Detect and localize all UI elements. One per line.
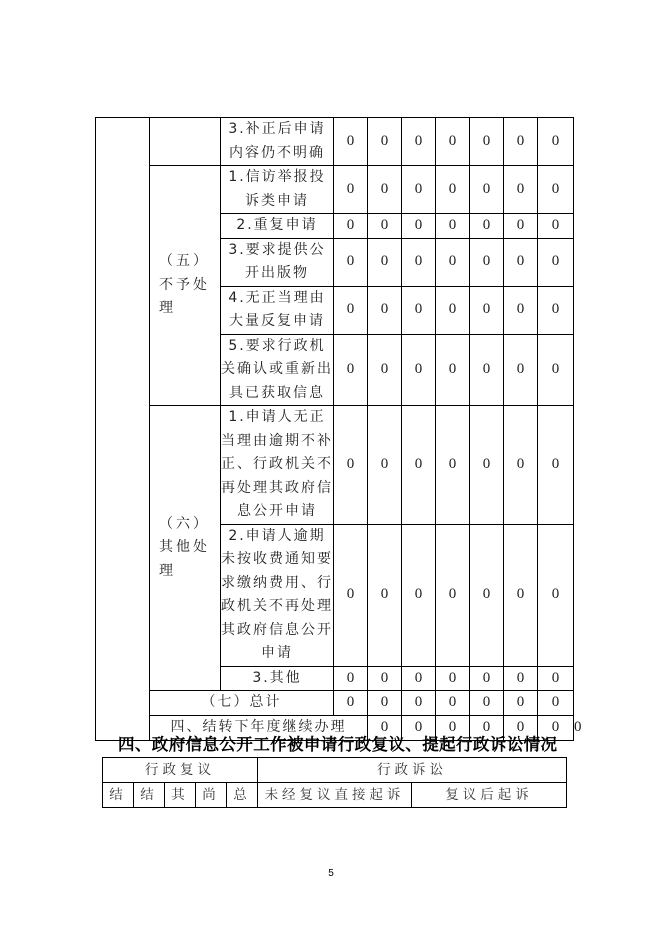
value-cell: 0 [402,118,436,166]
table-row [96,118,574,166]
value-cell: 0 [470,691,504,716]
value-cell: 0 [436,166,470,214]
outer-category-cell [96,118,150,741]
row-label: 4.无正当理由大量反复申请 [221,286,334,334]
page-number: 5 [328,868,334,879]
table-row [96,691,574,716]
value-cell: 0 [402,238,436,286]
value-cell: 0 [538,238,574,286]
value-cell: 0 [504,524,538,666]
value-cell: 0 [334,214,368,239]
value-cell: 0 [334,286,368,334]
row-label: 3.其他 [221,666,334,691]
value-cell: 0 [436,334,470,406]
value-cell: 0 [368,238,402,286]
category-label: （六）其他处理 [150,406,221,691]
review-col-header: 尚 [196,783,227,808]
value-cell: 0 [368,214,402,239]
value-cell: 0 [504,166,538,214]
value-cell: 0 [470,406,504,525]
row-label: 3.要求提供公开出版物 [221,238,334,286]
value-cell: 0 [368,524,402,666]
row-label: 1.信访举报投诉类申请 [221,166,334,214]
value-cell: 0 [538,334,574,406]
value-cell: 0 [538,715,574,740]
value-cell: 0 [470,214,504,239]
value-cell: 0 [538,166,574,214]
statistics-table [95,117,582,741]
value-cell: 0 [504,406,538,525]
value-cell: 0 [538,524,574,666]
row-label: 1.申请人无正当理由逾期不补正、行政机关不再处理其政府信息公开申请 [221,406,334,525]
section-heading: 四、政府信息公开工作被申请行政复议、提起行政诉讼情况 [118,735,558,754]
carryover-label: 四、结转下年度继续办理 [150,715,368,740]
litigation-direct-header: 未经复议直接起诉 [258,783,412,808]
value-cell: 0 [368,166,402,214]
value-cell: 0 [402,166,436,214]
value-cell: 0 [538,214,574,239]
row-label: 5.要求行政机关确认或重新出具已获取信息 [221,334,334,406]
value-cell: 0 [334,166,368,214]
value-cell: 0 [504,238,538,286]
value-cell: 0 [436,286,470,334]
value-cell: 0 [334,691,368,716]
value-cell: 0 [504,334,538,406]
review-col-header: 结 [103,783,134,808]
value-cell: 0 [402,286,436,334]
value-cell: 0 [334,334,368,406]
value-cell: 0 [402,666,436,691]
value-cell: 0 [436,214,470,239]
value-cell: 0 [470,118,504,166]
value-cell: 0 [334,666,368,691]
value-cell: 0 [470,286,504,334]
value-cell: 0 [402,524,436,666]
review-litigation-table [102,757,567,808]
value-cell: 0 [436,118,470,166]
value-cell: 0 [470,666,504,691]
category-cell-continued [150,118,221,166]
value-cell: 0 [538,118,574,166]
value-cell: 0 [402,715,436,740]
value-cell: 0 [470,334,504,406]
table-row: 四、结转下年度继续办理 0 0 0 0 0 0 0 [96,715,574,740]
row-label: 2.申请人逾期未按收费通知要求缴纳费用、行政机关不再处理其政府信息公开申请 [221,524,334,666]
category-label: （五）不予处理 [150,166,221,406]
value-cell: 0 [368,406,402,525]
value-cell: 0 [504,691,538,716]
value-cell: 0 [368,666,402,691]
admin-review-header: 行政复议 [103,758,258,783]
value-cell: 0 [504,666,538,691]
value-cell: 0 [436,691,470,716]
value-cell: 0 [470,166,504,214]
total-label: （七）总计 [150,691,334,716]
value-cell: 0 [538,406,574,525]
value-cell: 0 [504,118,538,166]
value-cell: 0 [470,524,504,666]
value-cell: 0 [402,214,436,239]
value-cell: 0 [402,691,436,716]
admin-litigation-header: 行政诉讼 [258,758,567,783]
table-row [103,783,567,808]
value-cell: 0 [368,118,402,166]
value-cell: 0 [470,715,504,740]
value-cell: 0 [538,691,574,716]
value-cell: 0 [368,715,402,740]
value-cell: 0 [334,406,368,525]
value-cell: 0 [436,715,470,740]
review-col-header: 结 [134,783,165,808]
value-cell: 0 [470,238,504,286]
value-cell: 0 [436,666,470,691]
review-col-header: 总 [227,783,258,808]
value-cell: 0 [504,214,538,239]
value-cell: 0 [538,666,574,691]
value-cell: 0 [436,238,470,286]
litigation-after-header: 复议后起诉 [412,783,567,808]
table-row [96,406,574,525]
value-cell: 0 [368,286,402,334]
value-cell: 0 [334,118,368,166]
value-cell: 0 [402,334,436,406]
value-cell: 0 [334,524,368,666]
value-cell: 0 [504,286,538,334]
value-cell: 0 [436,406,470,525]
value-cell: 0 [368,334,402,406]
value-cell: 0 [402,406,436,525]
row-label: 2.重复申请 [221,214,334,239]
table-row [103,758,567,783]
value-cell: 0 [436,524,470,666]
value-cell: 0 [538,286,574,334]
table-row [96,166,574,214]
value-cell: 0 [504,715,538,740]
review-col-header: 其 [165,783,196,808]
value-cell: 0 [334,238,368,286]
row-label: 3.补正后申请内容仍不明确 [221,118,334,166]
value-cell: 0 [368,691,402,716]
